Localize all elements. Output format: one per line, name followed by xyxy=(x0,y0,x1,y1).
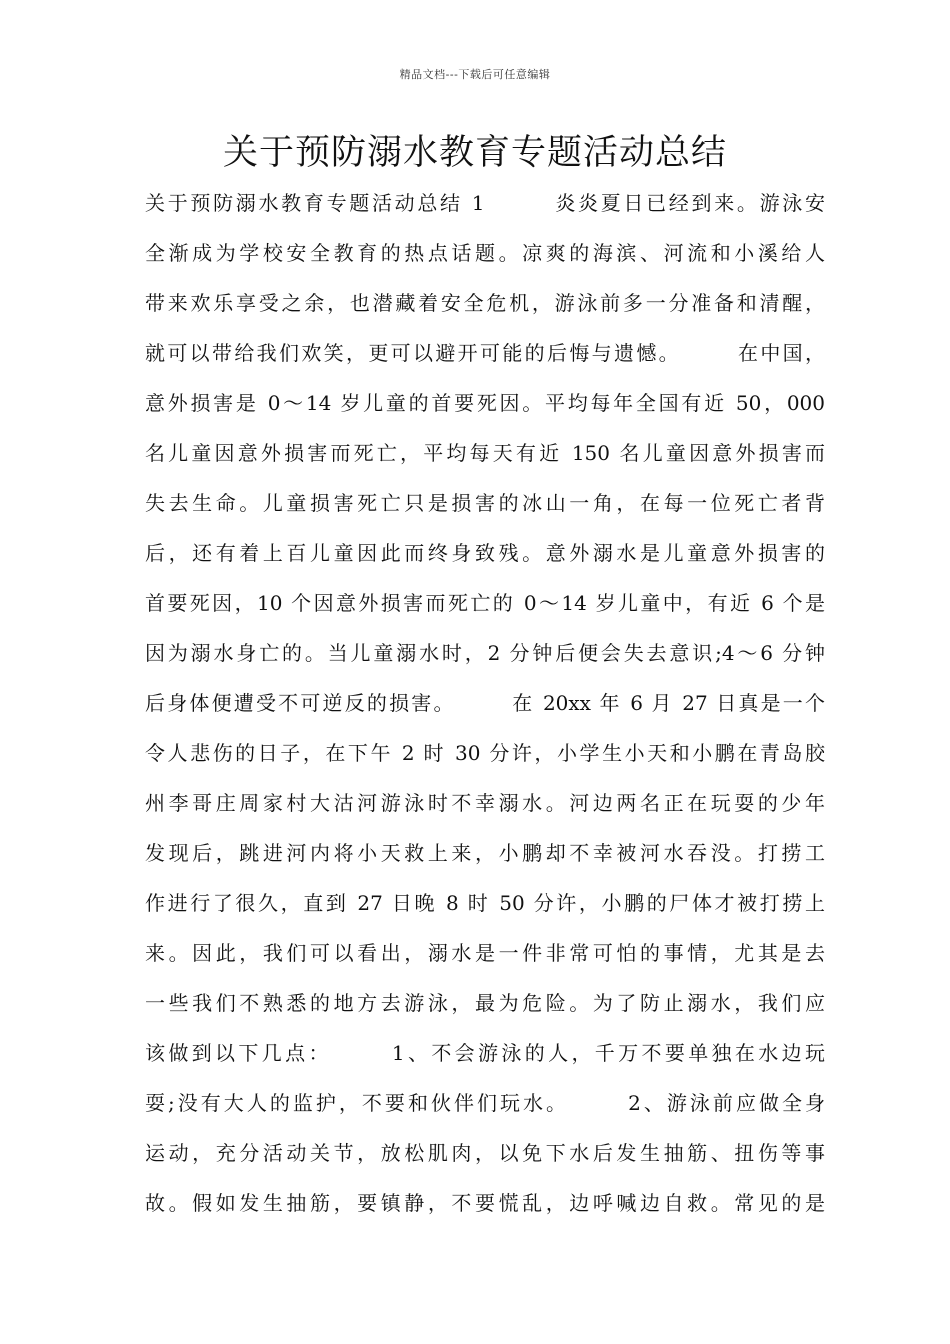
page-header-caption: 精品文档---下载后可任意编辑 xyxy=(399,68,551,81)
body-line: 故。假如发生抽筋，要镇静，不要慌乱，边呼喊边自救。常见的是 xyxy=(145,1191,825,1215)
body-line: 作进行了很久，直到 27 日晚 8 时 50 分许，小鹏的尸体才被打捞上 xyxy=(145,891,825,915)
document-title: 关于预防溺水教育专题活动总结 xyxy=(222,133,727,173)
body-line: 后，还有着上百儿童因此而终身致残。意外溺水是儿童意外损害的 xyxy=(145,541,825,565)
body-line: 失去生命。儿童损害死亡只是损害的冰山一角，在每一位死亡者背 xyxy=(145,491,825,515)
body-line: 该做到以下几点： 1、不会游泳的人，千万不要单独在水边玩 xyxy=(145,1041,825,1065)
body-line: 耍;没有大人的监护，不要和伙伴们玩水。 2、游泳前应做全身 xyxy=(145,1091,825,1115)
body-line: 全渐成为学校安全教育的热点话题。凉爽的海滨、河流和小溪给人 xyxy=(145,241,825,265)
body-line: 发现后，跳进河内将小天救上来，小鹏却不幸被河水吞没。打捞工 xyxy=(145,841,825,865)
body-line: 首要死因，10 个因意外损害而死亡的 0～14 岁儿童中，有近 6 个是 xyxy=(145,591,825,615)
body-line: 来。因此，我们可以看出，溺水是一件非常可怕的事情，尤其是去 xyxy=(145,941,825,965)
body-line: 后身体便遭受不可逆反的损害。 在 20xx 年 6 月 27 日真是一个 xyxy=(145,691,825,715)
body-line: 就可以带给我们欢笑，更可以避开可能的后悔与遗憾。 在中国， xyxy=(145,341,825,365)
body-line: 一些我们不熟悉的地方去游泳，最为危险。为了防止溺水，我们应 xyxy=(145,991,825,1015)
body-line: 运动，充分活动关节，放松肌肉，以免下水后发生抽筋、扭伤等事 xyxy=(145,1141,825,1165)
body-line: 令人悲伤的日子，在下午 2 时 30 分许，小学生小天和小鹏在青岛胶 xyxy=(145,741,825,765)
body-line: 因为溺水身亡的。当儿童溺水时，2 分钟后便会失去意识;4～6 分钟 xyxy=(145,641,825,665)
body-line: 带来欢乐享受之余，也潜藏着安全危机，游泳前多一分准备和清醒， xyxy=(145,291,825,315)
document-body xyxy=(145,178,825,1228)
body-line: 州李哥庄周家村大沽河游泳时不幸溺水。河边两名正在玩耍的少年 xyxy=(145,791,825,815)
body-line: 关于预防溺水教育专题活动总结 1 炎炎夏日已经到来。游泳安 xyxy=(145,191,825,215)
body-line: 名儿童因意外损害而死亡，平均每天有近 150 名儿童因意外损害而 xyxy=(145,441,825,465)
body-line: 意外损害是 0～14 岁儿童的首要死因。平均每年全国有近 50，000 xyxy=(145,391,825,415)
